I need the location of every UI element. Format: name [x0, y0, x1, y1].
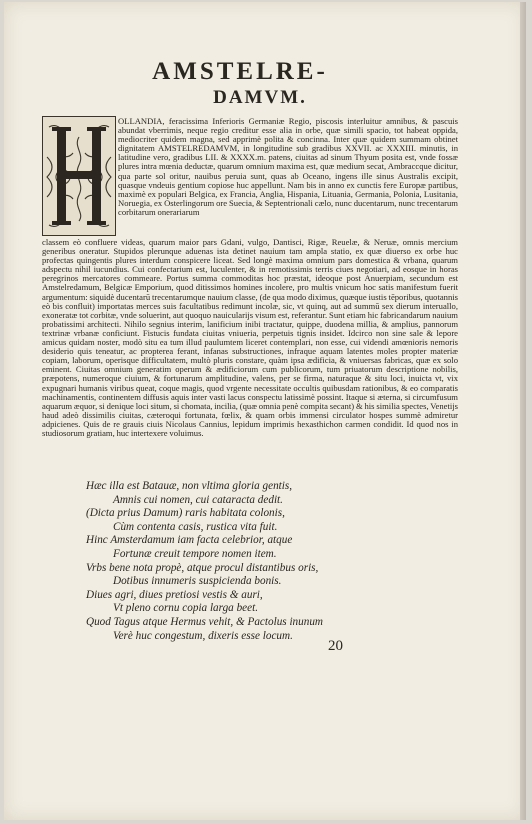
poem-line: (Dicta prius Damum) raris habitata colonis,: [86, 507, 285, 520]
poem-line: Cùm contenta casis, rustica vita fuit.: [113, 520, 278, 533]
poem-line: Hinc Amsterdamum iam facta celebrior, atque: [86, 534, 293, 547]
page-edge-shadow: [520, 2, 526, 820]
decorated-initial-h-icon: [42, 116, 116, 236]
hexastichon-poem: [86, 480, 406, 643]
poem-line: Quod Tagus atque Hermus vehit, & Pactolus inunum: [86, 615, 324, 628]
prose-paragraph-continued: classem eò confluere videas, quarum maior pars Gdani, vulgo, Dantisci, Rigæ, Reuelæ, & Neruæ, omnis mercium generibus oneratur. Stupidos plerunque aduenas ista detinet nauium tam ampla statio, ex quæ diuerso ex orbe huc profectas quingentis plures interdum conspicere liceat. Sed longè maxima omnium pars domestica & vrbana, quarum adspectu nihil iucundius. Cui confectarium est, luculenter, & in remotissimis terris ciues negotiari, ad eosque in horas peregrinos mercatores commeare. Portus summa commoditas hoc præstat, ideoque post Anuerpiam, secundum est Amstelredamum, Belgicæ Emporium, quod ditissimos homines incolere, pro multis vnicum hoc satis manifestum fuerit argumentum: siquidè ducentarū trecentarumque nauium classe, (de qua modo diximus, quæque iustis tēporibus, quotannis eò bis confluit) importatas merces suis facultatibus redimunt incolæ, sic, vt quinq, aut ad summū sex dierum interuallo, exoneratæ tot corbitæ, vnde soluerint, aut quoquo nauicularijs visum est, referantur. Sunt etiam hic fabricandarum nauium probatissimi architecti. Nihilo segnius interim, lanificium inibi tractatur, quippe, duodena millia, & amplius, pannorum textrinæ vrbanæ conficiunt. Fistucis fundata ciuitas vniueria, perpetuis tignis insidet. Idcirco non sine sale & lepore amicus quidam noster, modò situ ea tum illud paulumtem liceret contemplari, non esse, cui videndi amœnioris nemoris desiderio quis teneatur, ac propterea ferant, infanas substructiones, infraque aquam latentes moles propter materiæ copiam, laborum, operisque difficultatem, multò pluris constare, quàm ipsa ædificia, & vniuersas fabricas, quæ ex solo eminent. Ciuitas omnium generatim operum & ædificiorum cum publicorum, tum priuatorum descriptione nobilis, præpotens, numeroque ciuium, & fortunarum amplitudine, valens, per se firma, naturaque & situ loci, inuicta vt, vix expugnari humanis viribus queat, coque magis, quod vrgente necessitate occultis quibusdam rationibus, & eo comparatis machinamentis, continentem diffusis aquis inter vasti lacus conspectu latissimè possint. Itaque si æterna, si circumfusum aquarum æquor, si denique loci situm, si chomata, incilia, (quæ omnia penè compita secant) & his similia spectes, Venetijs haud adeò dissimilis ciuitas, cæteroqui fortunata, fœlix, & quam orbis immensi circulator hospes summè admiretur adpicienes. Quis de re grauis ciuis Nicolaus Cannius, lepidum imprimis hexasthichon carmen condidit. Id quod nos in studiosorum gratiam, huc intertexere voluimus.: [42, 238, 458, 438]
initial-ornament: [43, 117, 115, 235]
poem-line: Hæc illa est Batauæ, non vltima gloria gentis,: [86, 480, 293, 492]
poem-line: Diues agri, diues pretiosi vestis & auri,: [86, 588, 263, 601]
page-number: 20: [328, 638, 343, 654]
heading-line-1: AMSTELRE-: [152, 58, 328, 85]
poem-line: Verè huc congestum, dixeris esse locum.: [113, 629, 293, 642]
poem-line: Vt pleno cornu copia larga beet.: [113, 602, 258, 615]
poem-line: Amnis cui nomen, cui cataracta dedit.: [113, 493, 283, 506]
heading-line-2: DAMVM.: [213, 87, 307, 108]
poem-line: Dotibus innumeris suspicienda bonis.: [113, 575, 282, 588]
prose-paragraph-opening: OLLANDIA, feracissima Inferioris Germaniæ Regio, piscosis interluitur amnibus, & pascuis abundat vberrimis, neque regio creditur esse alia in orbe, quæ simili spacio, tot habeat oppida, mediocriter quidem magna, sed apprimè polita & concinna. Inter quæ quidem summam obtinet dignitatem AMSTELREDAMVM, in longitudine sub gradibus XXVII. ac XXXIII. minutis, in latitudine vero, gradibus LII. & XXXX.m. patens, ciuitas ad sinum Thyum posita est, vnde fossæ plures intra mœnia deductæ, quarum omnium maxima est, quæ medium secat, Ambraccque dicitur, qua parte sol oritur, nauibus peruia sunt, quas ab Oceano, ingens ille sinus Australis excipit, quasque vndeuis gentium copiose huc appellunt. Nam bis in anno ex cunctis fere Europæ partibus, maximè ex populari Belgica, ex Francia, Anglia, Hispania, Lituania, Germania, Polonia, Lusitania, Noruegia, ex Osterlingorum ore Suecia, & Septentrionali cælo, nunc ducentarum, nunc trecentarum corbitarum onerariarum: [118, 117, 458, 217]
poem-line: Vrbs bene nota propè, atque procul distantibus oris,: [86, 561, 319, 574]
poem-line: Fortunæ creuit tempore nomen item.: [113, 547, 277, 560]
